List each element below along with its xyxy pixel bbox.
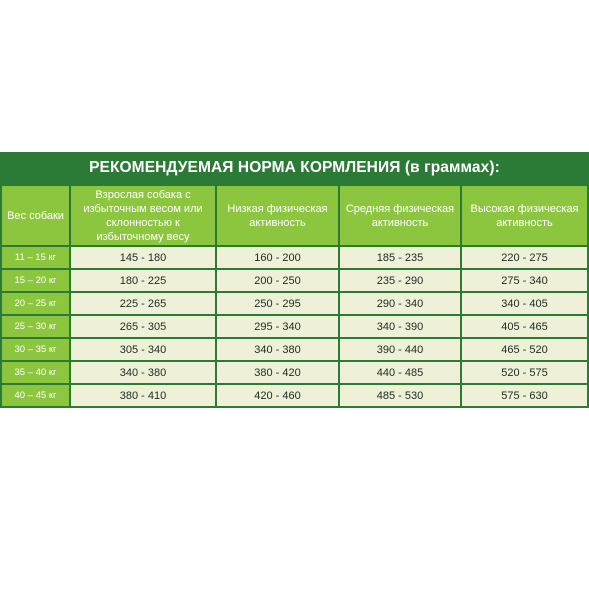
header-row (2, 186, 587, 245)
value-cell: 275 - 340 (462, 270, 587, 291)
value-cell: 390 - 440 (340, 339, 460, 360)
value-cell: 340 - 405 (462, 293, 587, 314)
value-cell: 145 - 180 (71, 247, 215, 268)
value-cell: 200 - 250 (217, 270, 338, 291)
header-weight (2, 186, 69, 245)
value-cell: 305 - 340 (71, 339, 215, 360)
table-row (2, 385, 587, 406)
value-cell: 235 - 290 (340, 270, 460, 291)
weight-cell: 15 – 20 кг (2, 270, 69, 291)
value-cell: 485 - 530 (340, 385, 460, 406)
header-low-activity (217, 186, 338, 245)
value-cell: 420 - 460 (217, 385, 338, 406)
value-cell: 440 - 485 (340, 362, 460, 383)
header-high-activity (462, 186, 587, 245)
value-cell: 180 - 225 (71, 270, 215, 291)
value-cell: 250 - 295 (217, 293, 338, 314)
weight-cell: 30 – 35 кг (2, 339, 69, 360)
value-cell: 465 - 520 (462, 339, 587, 360)
table-row (2, 270, 587, 291)
value-cell: 290 - 340 (340, 293, 460, 314)
table-row (2, 247, 587, 268)
value-cell: 340 - 390 (340, 316, 460, 337)
header-label: Вес собаки (7, 209, 64, 222)
table-row (2, 316, 587, 337)
header-label: Взрослая собака с избыточным весом или склонностью к избыточному весу (83, 188, 203, 243)
value-cell: 265 - 305 (71, 316, 215, 337)
header-medium-activity (340, 186, 460, 245)
value-cell: 160 - 200 (217, 247, 338, 268)
feeding-table (0, 184, 589, 408)
value-cell: 225 - 265 (71, 293, 215, 314)
value-cell: 405 - 465 (462, 316, 587, 337)
value-cell: 220 - 275 (462, 247, 587, 268)
table-row (2, 293, 587, 314)
table-row (2, 362, 587, 383)
weight-cell: 40 – 45 кг (2, 385, 69, 406)
header-overweight (71, 186, 215, 245)
weight-cell: 11 – 15 кг (2, 247, 69, 268)
table-row (2, 339, 587, 360)
weight-cell: 20 – 25 кг (2, 293, 69, 314)
value-cell: 575 - 630 (462, 385, 587, 406)
header-label: Средняя физическая активность (345, 202, 455, 229)
value-cell: 340 - 380 (217, 339, 338, 360)
value-cell: 520 - 575 (462, 362, 587, 383)
weight-cell: 35 – 40 кг (2, 362, 69, 383)
table-title: РЕКОМЕНДУЕМАЯ НОРМА КОРМЛЕНИЯ (в граммах): (0, 152, 589, 184)
header-label: Высокая физическая активность (470, 202, 579, 229)
value-cell: 380 - 420 (217, 362, 338, 383)
value-cell: 185 - 235 (340, 247, 460, 268)
feeding-table-container (0, 152, 589, 437)
value-cell: 295 - 340 (217, 316, 338, 337)
header-label: Низкая физическая активность (227, 202, 328, 229)
weight-cell: 25 – 30 кг (2, 316, 69, 337)
value-cell: 380 - 410 (71, 385, 215, 406)
value-cell: 340 - 380 (71, 362, 215, 383)
